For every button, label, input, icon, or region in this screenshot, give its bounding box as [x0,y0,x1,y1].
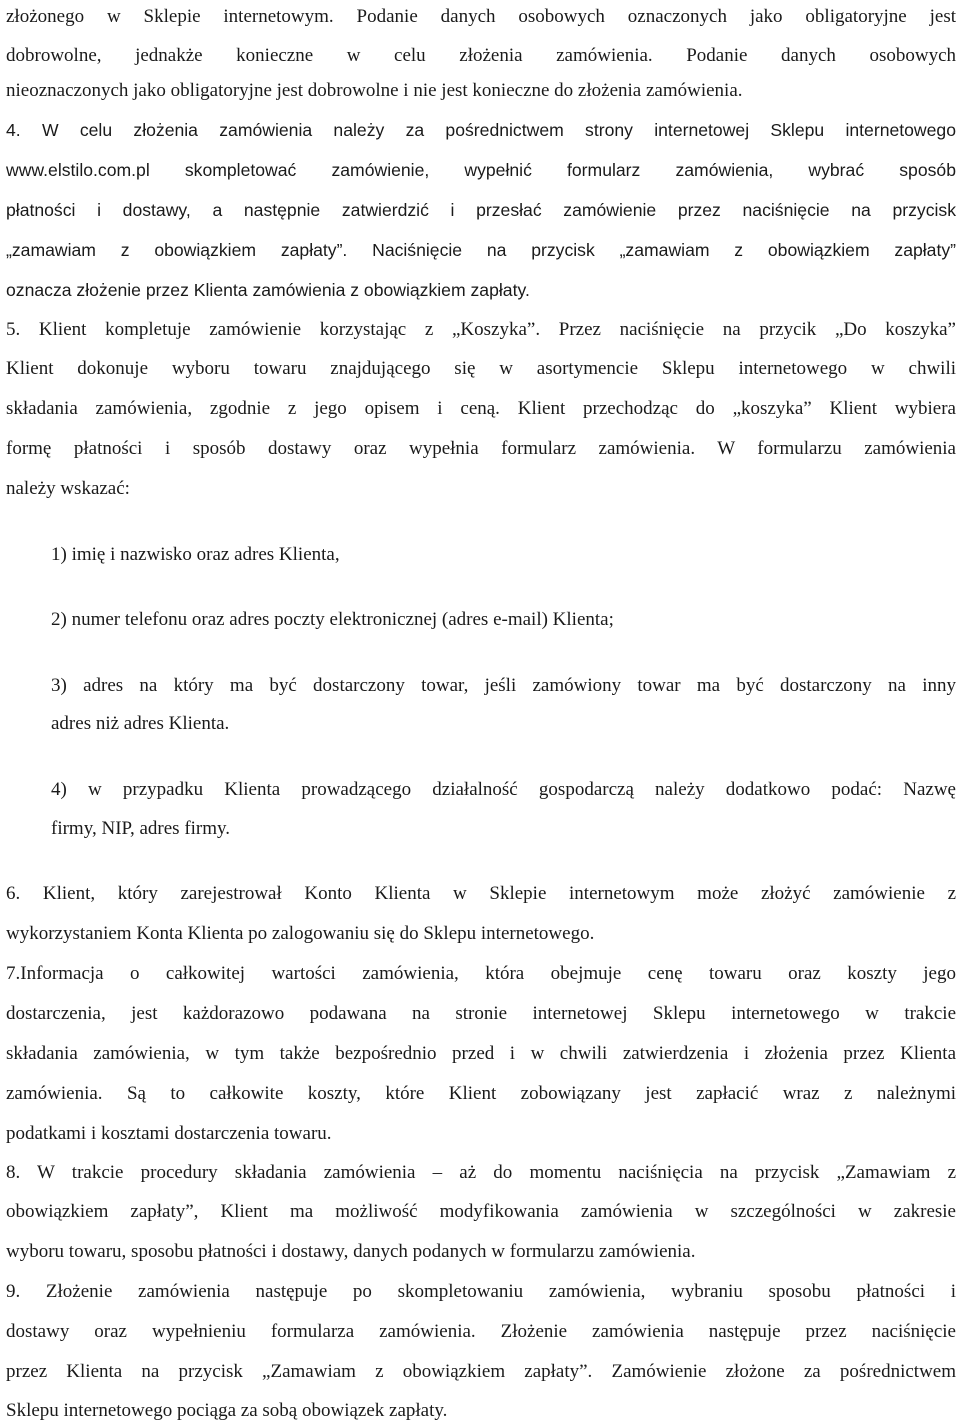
text-line: 4. W celu złożenia zamówienia należy za pośrednictwem strony internetowej Sklepu internetowego [6,120,956,140]
text-line: przez Klienta na przycisk „Zamawiam z obowiązkiem zapłaty”. Zamówienie złożone za pośrednictwem [6,1361,956,1382]
list-item: 3) adres na który ma być dostarczony towar, jeśli zamówiony towar ma być dostarczony na inny [51,675,956,696]
text-line: podatkami i kosztami dostarczenia towaru. [6,1123,332,1144]
text-line: 6. Klient, który zarejestrował Konto Klienta w Sklepie internetowym może złożyć zamówienie z [6,883,956,904]
text-line: „zamawiam z obowiązkiem zapłaty”. Naciśnięcie na przycisk „zamawiam z obowiązkiem zapłaty” [6,240,956,260]
text-line: płatności i dostawy, a następnie zatwierdzić i przesłać zamówienie przez naciśnięcie na przycisk [6,200,956,220]
text-line: 7.Informacja o całkowitej wartości zamówienia, która obejmuje cenę towaru oraz koszty jego [6,963,956,984]
text-line: obowiązkiem zapłaty”, Klient ma możliwość modyfikowania zamówienia w szczególności w zakresie [6,1201,956,1222]
text-line: dostarczenia, jest każdorazowo podawana na stronie internetowej Sklepu internetowego w trakcie [6,1003,956,1024]
text-line: 5. Klient kompletuje zamówienie korzystając z „Koszyka”. Przez naciśnięcie na przycik „Do koszyka” [6,319,956,340]
text-line: wykorzystaniem Konta Klienta po zalogowaniu się do Sklepu internetowego. [6,923,595,944]
list-item: 4) w przypadku Klienta prowadzącego działalność gospodarczą należy dodatkowo podać: Nazwę [51,779,956,800]
text-line: dobrowolne, jednakże konieczne w celu złożenia zamówienia. Podanie danych osobowych [6,45,956,66]
text-line: składania zamówienia, w tym także bezpośrednio przed i w chwili zatwierdzenia i złożenia przez Klienta [6,1043,956,1064]
text-line: zamówienia. Są to całkowite koszty, które Klient zobowiązany jest zapłacić wraz z należnymi [6,1083,956,1104]
text-line: 8. W trakcie procedury składania zamówienia – aż do momentu naciśnięcia na przycisk „Zamawiam z [6,1162,956,1183]
text-line: nieoznaczonych jako obligatoryjne jest dobrowolne i nie jest konieczne do złożenia zamówienia. [6,80,743,101]
text-line: formę płatności i sposób dostawy oraz wypełnia formularz zamówienia. W formularzu zamówienia [6,438,956,459]
text-line: oznacza złożenie przez Klienta zamówienia z obowiązkiem zapłaty. [6,280,530,300]
text-line: 9. Złożenie zamówienia następuje po skompletowaniu zamówienia, wybraniu sposobu płatności i [6,1281,956,1302]
list-item: firmy, NIP, adres firmy. [51,818,231,839]
text-line: złożonego w Sklepie internetowym. Podanie danych osobowych oznaczonych jako obligatoryjne jest [6,6,956,27]
list-item: 1) imię i nazwisko oraz adres Klienta, [51,544,340,565]
text-line: Sklepu internetowego pociąga za sobą obowiązek zapłaty. [6,1400,448,1421]
text-line: należy wskazać: [6,478,130,499]
list-item: 2) numer telefonu oraz adres poczty elektronicznej (adres e-mail) Klienta; [51,609,614,630]
text-line: wyboru towaru, sposobu płatności i dostawy, danych podanych w formularzu zamówienia. [6,1241,696,1262]
list-item: adres niż adres Klienta. [51,713,230,734]
text-line: Klient dokonuje wyboru towaru znajdującego się w asortymencie Sklepu internetowego w chwili [6,358,956,379]
text-line: dostawy oraz wypełnieniu formularza zamówienia. Złożenie zamówienia następuje przez naciśnięcie [6,1321,956,1342]
text-line: składania zamówienia, zgodnie z jego opisem i ceną. Klient przechodząc do „koszyka” Klient wybiera [6,398,956,419]
text-line: www.elstilo.com.pl skompletować zamówienie, wypełnić formularz zamówienia, wybrać sposób [6,160,956,180]
